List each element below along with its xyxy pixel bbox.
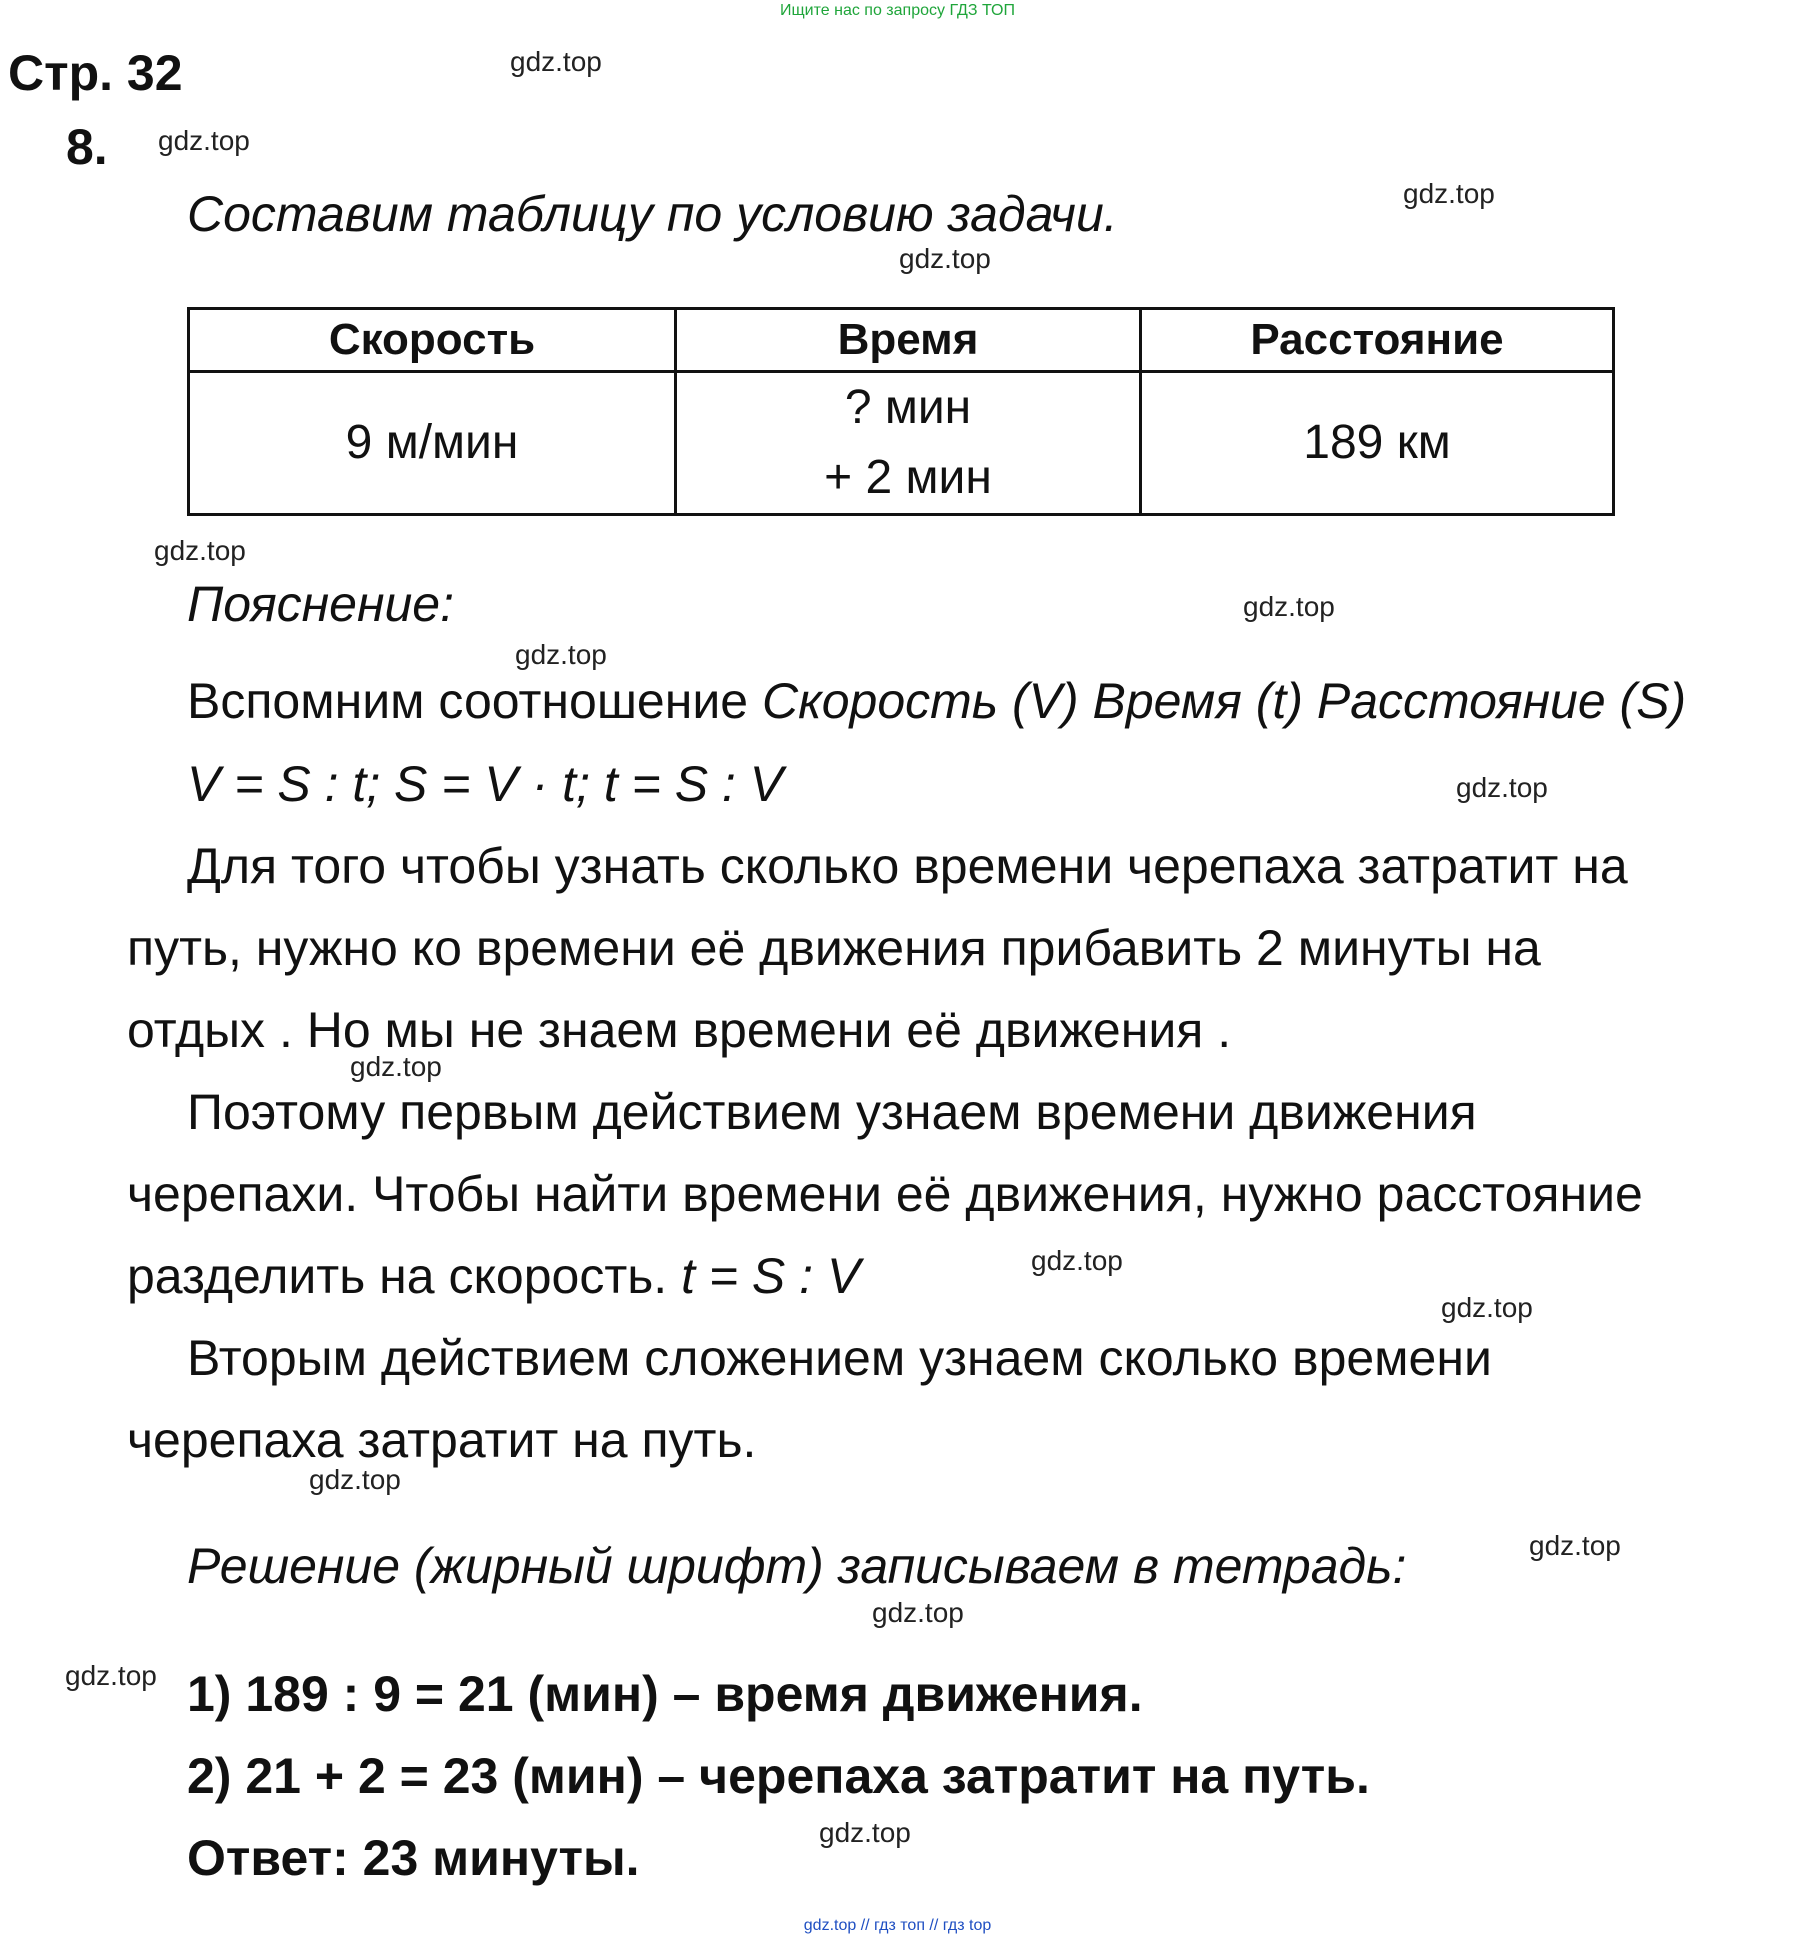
watermark: gdz.top — [1441, 1292, 1533, 1323]
watermark: gdz.top — [510, 46, 602, 77]
explanation-title: Пояснение: — [187, 576, 454, 632]
p2-line3-text: разделить на скорость. — [127, 1248, 682, 1304]
header-speed: Скорость — [189, 309, 676, 372]
solution-title: Решение (жирный шрифт) записываем в тетрадь: — [187, 1538, 1407, 1594]
header-distance: Расстояние — [1141, 309, 1614, 372]
table-header-row — [189, 309, 1614, 372]
p2-line3-formula: t = S : V — [681, 1248, 861, 1304]
task-number: 8. — [66, 119, 108, 175]
top-banner: Ищите нас по запросу ГДЗ ТОП — [780, 2, 1015, 19]
cell-time — [676, 372, 1141, 515]
p2-line3 — [127, 1247, 860, 1305]
p2-line1: Поэтому первым действием узнаем времени движения — [187, 1084, 1477, 1140]
data-table — [187, 307, 1615, 516]
header-time: Время — [676, 309, 1141, 372]
relation-plain: Вспомним соотношение — [187, 673, 762, 729]
table-row — [189, 372, 1614, 515]
watermark: gdz.top — [515, 639, 607, 670]
solution-step-2: 2) 21 + 2 = 23 (мин) – черепаха затратит на путь. — [187, 1748, 1370, 1804]
watermark: gdz.top — [1529, 1530, 1621, 1561]
p1-line1: Для того чтобы узнать сколько времени черепаха затратит на — [187, 838, 1628, 894]
p3-line2: черепаха затратит на путь. — [127, 1412, 757, 1468]
watermark: gdz.top — [872, 1597, 964, 1628]
p2-line2: черепахи. Чтобы найти времени её движения, нужно расстояние — [127, 1166, 1643, 1222]
watermark: gdz.top — [154, 535, 246, 566]
watermark: gdz.top — [158, 125, 250, 156]
intro-text: Составим таблицу по условию задачи. — [187, 186, 1118, 242]
p1-line2: путь, нужно ко времени её движения прибавить 2 минуты на — [127, 920, 1541, 976]
p3-line1: Вторым действием сложением узнаем сколько времени — [187, 1330, 1492, 1386]
watermark: gdz.top — [899, 243, 991, 274]
page-number: Стр. 32 — [8, 45, 183, 101]
cell-time-line2: + 2 мин — [824, 451, 992, 504]
p1-line3: отдых . Но мы не знаем времени её движения . — [127, 1002, 1232, 1058]
watermark: gdz.top — [1031, 1245, 1123, 1276]
relation-terms: Скорость (V) Время (t) Расстояние (S) — [761, 673, 1687, 729]
answer: Ответ: 23 минуты. — [187, 1830, 640, 1886]
cell-speed: 9 м/мин — [189, 372, 676, 515]
watermark: gdz.top — [819, 1817, 911, 1848]
cell-distance: 189 км — [1141, 372, 1614, 515]
watermark: gdz.top — [1403, 178, 1495, 209]
watermark: gdz.top — [309, 1464, 401, 1495]
bottom-banner: gdz.top // гдз топ // гдз top — [803, 1917, 992, 1934]
watermark: gdz.top — [350, 1051, 442, 1082]
cell-time-line1: ? мин — [844, 381, 972, 434]
solution-step-1: 1) 189 : 9 = 21 (мин) – время движения. — [187, 1666, 1143, 1722]
watermark: gdz.top — [1243, 591, 1335, 622]
watermark: gdz.top — [65, 1660, 157, 1691]
watermark: gdz.top — [1456, 772, 1548, 803]
formulas: V = S : t; S = V · t; t = S : V — [187, 756, 784, 812]
relation-line — [187, 672, 1686, 730]
